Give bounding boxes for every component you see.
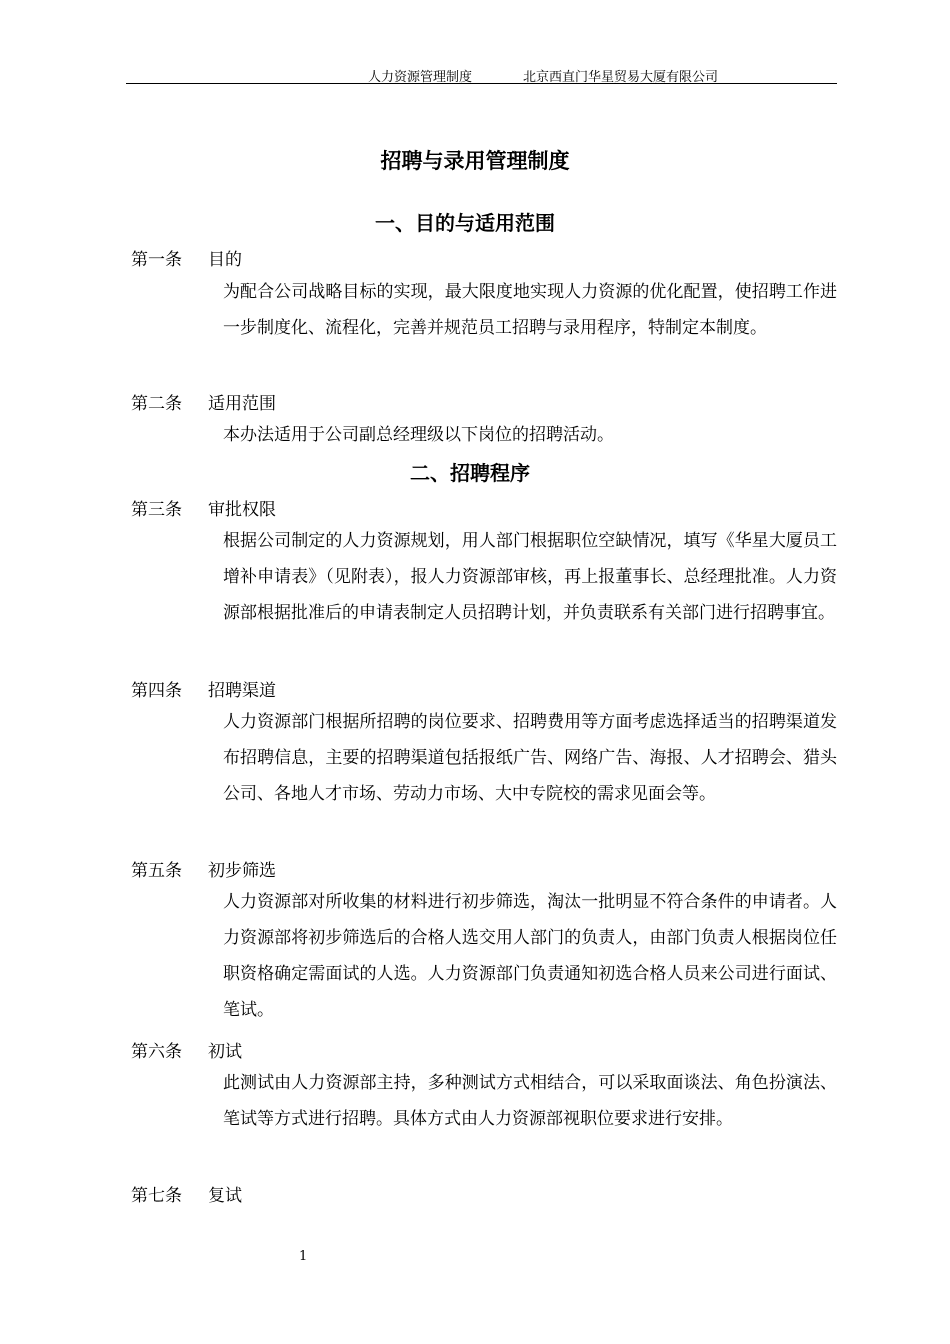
article-title: 目的 <box>208 250 242 270</box>
article-number: 第七条 <box>131 1186 182 1206</box>
article-number: 第二条 <box>131 394 182 414</box>
article-heading <box>131 495 276 520</box>
article-title: 适用范围 <box>208 394 276 414</box>
article-body: 人力资源部对所收集的材料进行初步筛选，淘汰一批明显不符合条件的申请者。人力资源部将初步筛选后的合格人选交用人部门的负责人，由部门负责人根据岗位任职资格确定需面试的人选。人力资源部门负责通知初选合格人员来公司进行面试、笔试。 <box>223 892 837 1020</box>
article-number: 第六条 <box>131 1042 182 1062</box>
article-title: 初步筛选 <box>208 861 276 881</box>
section-title: 一、目的与适用范围 <box>375 211 555 235</box>
article-number: 第三条 <box>131 500 182 520</box>
article-title: 初试 <box>208 1042 242 1062</box>
article-title: 招聘渠道 <box>208 681 276 701</box>
article-heading <box>131 676 276 701</box>
article-body: 本办法适用于公司副总经理级以下岗位的招聘活动。 <box>223 425 614 445</box>
header-left-text: 人力资源管理制度 <box>368 70 473 85</box>
article-title: 复试 <box>208 1186 242 1206</box>
article-body: 为配合公司战略目标的实现，最大限度地实现人力资源的优化配置，使招聘工作进一步制度化、流程化，完善并规范员工招聘与录用程序，特制定本制度。 <box>223 282 837 338</box>
page-number: 1 <box>299 1249 308 1264</box>
section-title: 二、招聘程序 <box>410 461 530 485</box>
article-number: 第一条 <box>131 250 182 270</box>
article-number: 第五条 <box>131 861 182 881</box>
header-divider <box>126 83 837 84</box>
article-heading <box>131 245 242 270</box>
article-body: 此测试由人力资源部主持，多种测试方式相结合，可以采取面谈法、角色扮演法、笔试等方式进行招聘。具体方式由人力资源部视职位要求进行安排。 <box>223 1073 837 1129</box>
article-heading <box>131 856 276 881</box>
article-heading <box>131 389 276 414</box>
article-heading <box>131 1181 242 1206</box>
article-heading <box>131 1037 242 1062</box>
article-number: 第四条 <box>131 681 182 701</box>
document-title: 招聘与录用管理制度 <box>380 148 570 173</box>
article-body: 人力资源部门根据所招聘的岗位要求、招聘费用等方面考虑选择适当的招聘渠道发布招聘信息，主要的招聘渠道包括报纸广告、网络广告、海报、人才招聘会、猎头公司、各地人才市场、劳动力市场、大中专院校的需求见面会等。 <box>223 712 837 804</box>
article-title: 审批权限 <box>208 500 276 520</box>
article-body: 根据公司制定的人力资源规划，用人部门根据职位空缺情况，填写《华星大厦员工增补申请表》（见附表），报人力资源部审核，再上报董事长、总经理批准。人力资源部根据批准后的申请表制定人员招聘计划，并负责联系有关部门进行招聘事宜。 <box>223 531 837 623</box>
header-company-name: 北京西直门华星贸易大厦有限公司 <box>523 70 719 85</box>
